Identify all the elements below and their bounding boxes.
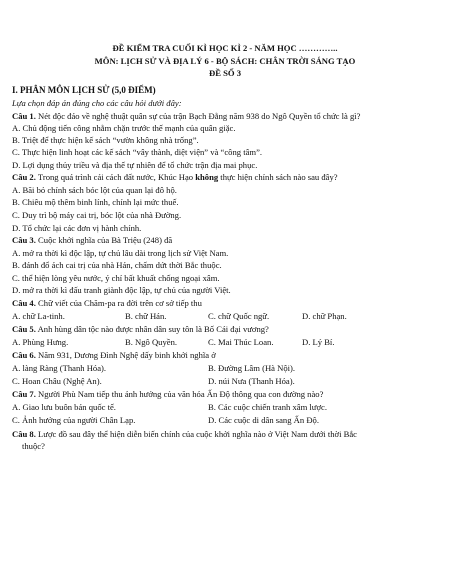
section-instruction: Lựa chọn đáp án đúng cho các câu hỏi dưới đây: [12,98,182,108]
q2-option-b: B. Chiêu mộ thêm binh lính, chính lại mức thuế. [12,197,179,207]
question-3 [12,234,440,246]
question-label: Câu 6. [12,350,36,360]
question-text: Nét độc đáo về nghệ thuật quân sự của trận Bạch Đằng năm 938 do Ngô Quyền tổ chức là gì? [35,111,361,121]
q4-option-b: B. chữ Hán. [125,311,167,321]
q2-option-d: D. Tổ chức lại các đơn vị hành chính. [12,223,142,233]
q3-option-a: A. mở ra thời kì độc lập, tự chủ lâu dài trong lịch sử Việt Nam. [12,248,229,258]
exam-number: ĐỀ SỐ 3 [209,68,241,78]
question-2 [12,171,440,183]
q3-option-d: D. mở ra thời kì đấu tranh giành độc lập, tự chủ của người Việt. [12,285,231,295]
section-heading: I. PHÂN MÔN LỊCH SỬ (5,0 ĐIỂM) [12,85,156,95]
exam-header [0,42,450,80]
question-label: Câu 4. [12,298,36,308]
q1-option-b: B. Triệt để thực hiện kế sách “vườn không nhà trống”. [12,135,199,145]
q4-option-c: C. chữ Quốc ngữ. [208,311,270,321]
q1-option-a: A. Chủ động tiến công nhằm chặn trước thế mạnh của quân giặc. [12,123,236,133]
q4-option-a: A. chữ La-tinh. [12,311,65,321]
q3-option-c: C. thể hiện lòng yêu nước, ý chí bất khuất chống ngoại xâm. [12,273,220,283]
q2-option-c: C. Duy trì bộ máy cai trị, bóc lột của nhà Đường. [12,210,182,220]
q7-option-d: D. Các cuộc di dân sang Ấn Độ. [208,415,319,425]
q7-option-a: A. Giao lưu buôn bán quốc tế. [12,402,116,412]
q5-option-d: D. Lý Bí. [302,337,335,347]
question-label: Câu 8. [12,429,36,439]
question-text-end: thực hiện chính sách nào sau đây? [218,172,338,182]
q7-option-b: B. Các cuộc chiến tranh xâm lược. [208,402,327,412]
question-text: Người Phù Nam tiếp thu ảnh hưởng của văn hóa Ấn Độ thông qua con đường nào? [35,389,324,399]
q3-option-b: B. đánh đổ ách cai trị của nhà Hán, chấm dứt thời Bắc thuộc. [12,260,222,270]
question-8 [12,428,440,440]
question-label: Câu 1. [12,111,36,121]
q2-option-a: A. Bãi bỏ chính sách bóc lột của quan lại đô hộ. [12,185,177,195]
question-text: Trong quá trình cải cách đất nước, Khúc Hạo [35,172,196,182]
question-5 [12,323,440,335]
q6-option-b: B. Đường Lâm (Hà Nội). [208,363,296,373]
question-label: Câu 3. [12,235,36,245]
q5-option-a: A. Phùng Hưng. [12,337,69,347]
question-text: Năm 931, Dương Đình Nghệ dấy binh khởi nghĩa ở [35,350,216,360]
question-text: Cuộc khởi nghĩa của Bà Triệu (248) đã [35,235,173,245]
exam-title: ĐỀ KIỂM TRA CUỐI KÌ HỌC KÌ 2 - NĂM HỌC ………….. [112,43,338,53]
q1-option-c: C. Thực hiện linh hoạt các kế sách “vây thành, diệt viện” và “công tâm”. [12,147,263,157]
question-text: Chữ viết của Chăm-pa ra đời trên cơ sở tiếp thu [35,298,202,308]
question-emphasis: không [195,172,219,182]
q5-option-c: C. Mai Thúc Loan. [208,337,274,347]
question-text: Anh hùng dân tộc nào được nhân dân suy tôn là Bố Cái đại vương? [35,324,269,334]
question-4 [12,297,440,309]
question-text: Lược đồ sau đây thể hiện diễn biến chính của cuộc khởi nghĩa nào ở Việt Nam dưới thời Bắc [35,429,357,439]
exam-subject: MÔN: LỊCH SỬ VÀ ĐỊA LÝ 6 - BỘ SÁCH: CHÂN TRỜI SÁNG TẠO [94,55,356,66]
question-8-continued: thuộc? [22,441,45,451]
question-7 [12,388,440,400]
question-label: Câu 5. [12,324,36,334]
question-1 [12,110,440,122]
question-6 [12,349,440,361]
q6-option-c: C. Hoan Châu (Nghệ An). [12,376,102,386]
q5-option-b: B. Ngô Quyền. [125,337,178,347]
question-label: Câu 2. [12,172,36,182]
q4-option-d: D. chữ Phạn. [302,311,347,321]
question-label: Câu 7. [12,389,36,399]
q1-option-d: D. Lợi dụng thủy triều và địa thế tự nhiên để tổ chức trận địa mai phục. [12,160,258,170]
q7-option-c: C. Ảnh hưởng của người Chân Lạp. [12,415,136,425]
q6-option-d: D. núi Nưa (Thanh Hóa). [208,376,295,386]
q6-option-a: A. làng Ràng (Thanh Hóa). [12,363,107,373]
